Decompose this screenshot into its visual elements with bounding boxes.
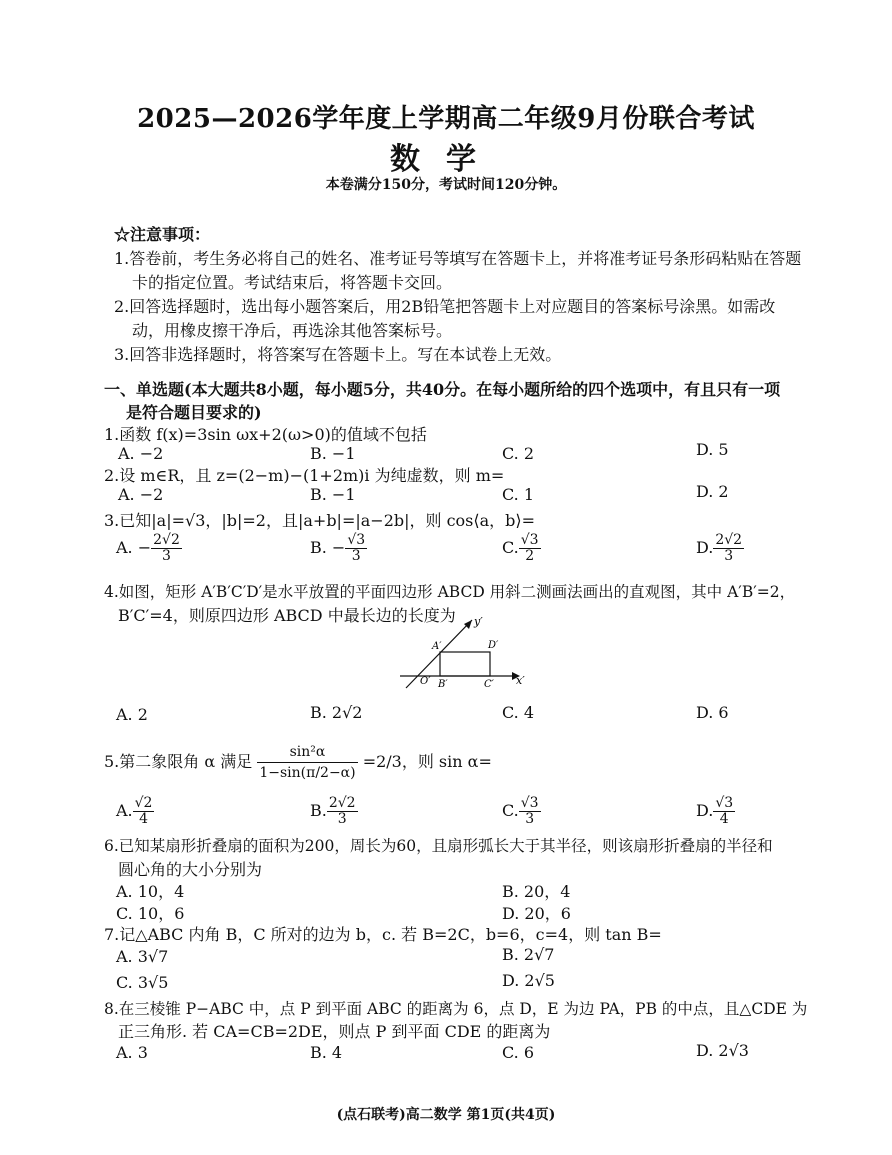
label-b: B′ bbox=[438, 679, 448, 690]
q5-option-b: B. $\frac{2√2}{3}$ bbox=[310, 795, 356, 827]
notice-line-4: 动，用橡皮擦干净后，再选涂其他答案标号。 bbox=[132, 321, 453, 340]
section-heading-line-2: 是符合题目要求的) bbox=[126, 403, 262, 422]
label-a: A′ bbox=[432, 641, 442, 652]
q5-option-c: C. $\frac{√3}{3}$ bbox=[502, 795, 539, 827]
q5-fraction-numerator: sin²α bbox=[257, 742, 357, 763]
q6-option-c: C. 10，6 bbox=[116, 904, 185, 923]
notice-line-2: 卡的指定位置。考试结束后，将答题卡交回。 bbox=[132, 273, 453, 292]
q8-option-a: A. 3 bbox=[116, 1043, 148, 1062]
q7-option-a: A. 3√7 bbox=[116, 947, 169, 966]
q1-option-d: D. 5 bbox=[696, 440, 729, 459]
page-footer: (点石联考)高二数学 第1页(共4页) bbox=[336, 1107, 556, 1123]
q8-stem-line-1: 8.在三棱锥 P−ABC 中，点 P 到平面 ABC 的距离为 6，点 D，E 为边 PA，PB 的中点，且△CDE 为 bbox=[104, 1000, 808, 1018]
q2-stem: 2.设 m∈R，且 z=(2−m)−(1+2m)i 为纯虚数，则 m= bbox=[104, 466, 505, 485]
q6-option-d: D. 20，6 bbox=[502, 904, 571, 923]
q2-option-d: D. 2 bbox=[696, 482, 729, 501]
q7-option-c: C. 3√5 bbox=[116, 973, 169, 992]
exam-note: 本卷满分150分，考试时间120分钟。 bbox=[325, 177, 567, 193]
q1-option-c: C. 2 bbox=[502, 444, 535, 463]
q4-figure bbox=[398, 612, 538, 692]
q4-option-d: D. 6 bbox=[696, 703, 729, 722]
q5-option-d: D. $\frac{√3}{4}$ bbox=[696, 795, 734, 827]
q1-option-a: A. −2 bbox=[118, 444, 164, 463]
q4-stem-line-2: B′C′=4，则原四边形 ABCD 中最长边的长度为 bbox=[118, 606, 456, 625]
q3-option-d: D. $\frac{2√2}{3}$ bbox=[696, 532, 743, 564]
q4-option-b: B. 2√2 bbox=[310, 703, 363, 722]
label-d: D′ bbox=[488, 640, 499, 651]
notice-line-5: 3.回答非选择题时，将答案写在答题卡上。写在本试卷上无效。 bbox=[114, 345, 562, 364]
q6-option-a: A. 10，4 bbox=[116, 882, 185, 901]
q4-stem-line-1: 4.如图，矩形 A′B′C′D′是水平放置的平面四边形 ABCD 用斜二测画法画出的直观图，其中 A′B′=2， bbox=[104, 583, 796, 601]
q2-option-c: C. 1 bbox=[502, 485, 535, 504]
q2-option-a: A. −2 bbox=[118, 485, 164, 504]
q5-fraction-denominator: 1−sin(π/2−α) bbox=[259, 765, 356, 781]
q4-option-a: A. 2 bbox=[116, 705, 148, 724]
q3-option-c: C. $\frac{√3}{2}$ bbox=[502, 532, 539, 564]
q5-option-a: A. $\frac{√2}{4}$ bbox=[116, 795, 153, 827]
q8-option-b: B. 4 bbox=[310, 1043, 343, 1062]
q5-stem: 5.第二象限角 α 满足 $\frac{\text{sin²α}}{1-\sin(\pi/2-\alpha)}$ =2/3，则 sin α= bbox=[104, 744, 492, 781]
q8-option-c: C. 6 bbox=[502, 1043, 535, 1062]
q4-option-c: C. 4 bbox=[502, 703, 535, 722]
q1-stem: 1.函数 f(x)=3sin ωx+2(ω>0)的值域不包括 bbox=[104, 425, 427, 444]
q6-option-b: B. 20，4 bbox=[502, 882, 571, 901]
rectangle-abcd bbox=[440, 652, 490, 676]
q8-stem-line-2: 正三角形. 若 CA=CB=2DE，则点 P 到平面 CDE 的距离为 bbox=[118, 1022, 551, 1041]
q6-stem-line-2: 圆心角的大小分别为 bbox=[118, 860, 263, 879]
notice-line-3: 2.回答选择题时，选出每小题答案后，用2B铅笔把答题卡上对应题目的答案标号涂黑。如需改 bbox=[114, 297, 776, 316]
q7-stem: 7.记△ABC 内角 B，C 所对的边为 b，c. 若 B=2C，b=6，c=4，则 tan B= bbox=[104, 925, 662, 944]
q7-option-d: D. 2√5 bbox=[502, 971, 555, 990]
label-o: O′ bbox=[420, 676, 431, 687]
q2-option-b: B. −1 bbox=[310, 485, 356, 504]
notice-line-1: 1.答卷前，考生务必将自己的姓名、准考证号等填写在答题卡上，并将准考证号条形码粘贴在答题 bbox=[114, 249, 802, 268]
q3-option-a: A. − $\frac{2√2}{3}$ bbox=[116, 532, 180, 564]
subject-title: 数学 bbox=[390, 142, 502, 177]
q3-stem: 3.已知|a|=√3，|b|=2，且|a+b|=|a−2b|，则 cos⟨a，b⟩= bbox=[104, 511, 536, 530]
exam-title: 2025—2026学年度上学期高二年级9月份联合考试 bbox=[137, 104, 755, 134]
q3-option-b: B. − $\frac{√3}{3}$ bbox=[310, 532, 366, 564]
q8-option-d: D. 2√3 bbox=[696, 1041, 749, 1060]
label-x: x′ bbox=[516, 674, 525, 687]
label-c: C′ bbox=[484, 679, 494, 690]
section-heading-line-1: 一、单选题(本大题共8小题，每小题5分，共40分。在每小题所给的四个选项中，有且只有一项 bbox=[104, 380, 781, 399]
q1-option-b: B. −1 bbox=[310, 444, 356, 463]
label-y: y′ bbox=[474, 615, 483, 628]
q6-stem-line-1: 6.已知某扇形折叠扇的面积为200，周长为60，且扇形弧长大于其半径，则该扇形折叠扇的半径和 bbox=[104, 837, 773, 855]
q7-option-b: B. 2√7 bbox=[502, 945, 555, 964]
notice-heading: ☆注意事项： bbox=[114, 225, 211, 244]
y-axis-line bbox=[406, 620, 472, 688]
